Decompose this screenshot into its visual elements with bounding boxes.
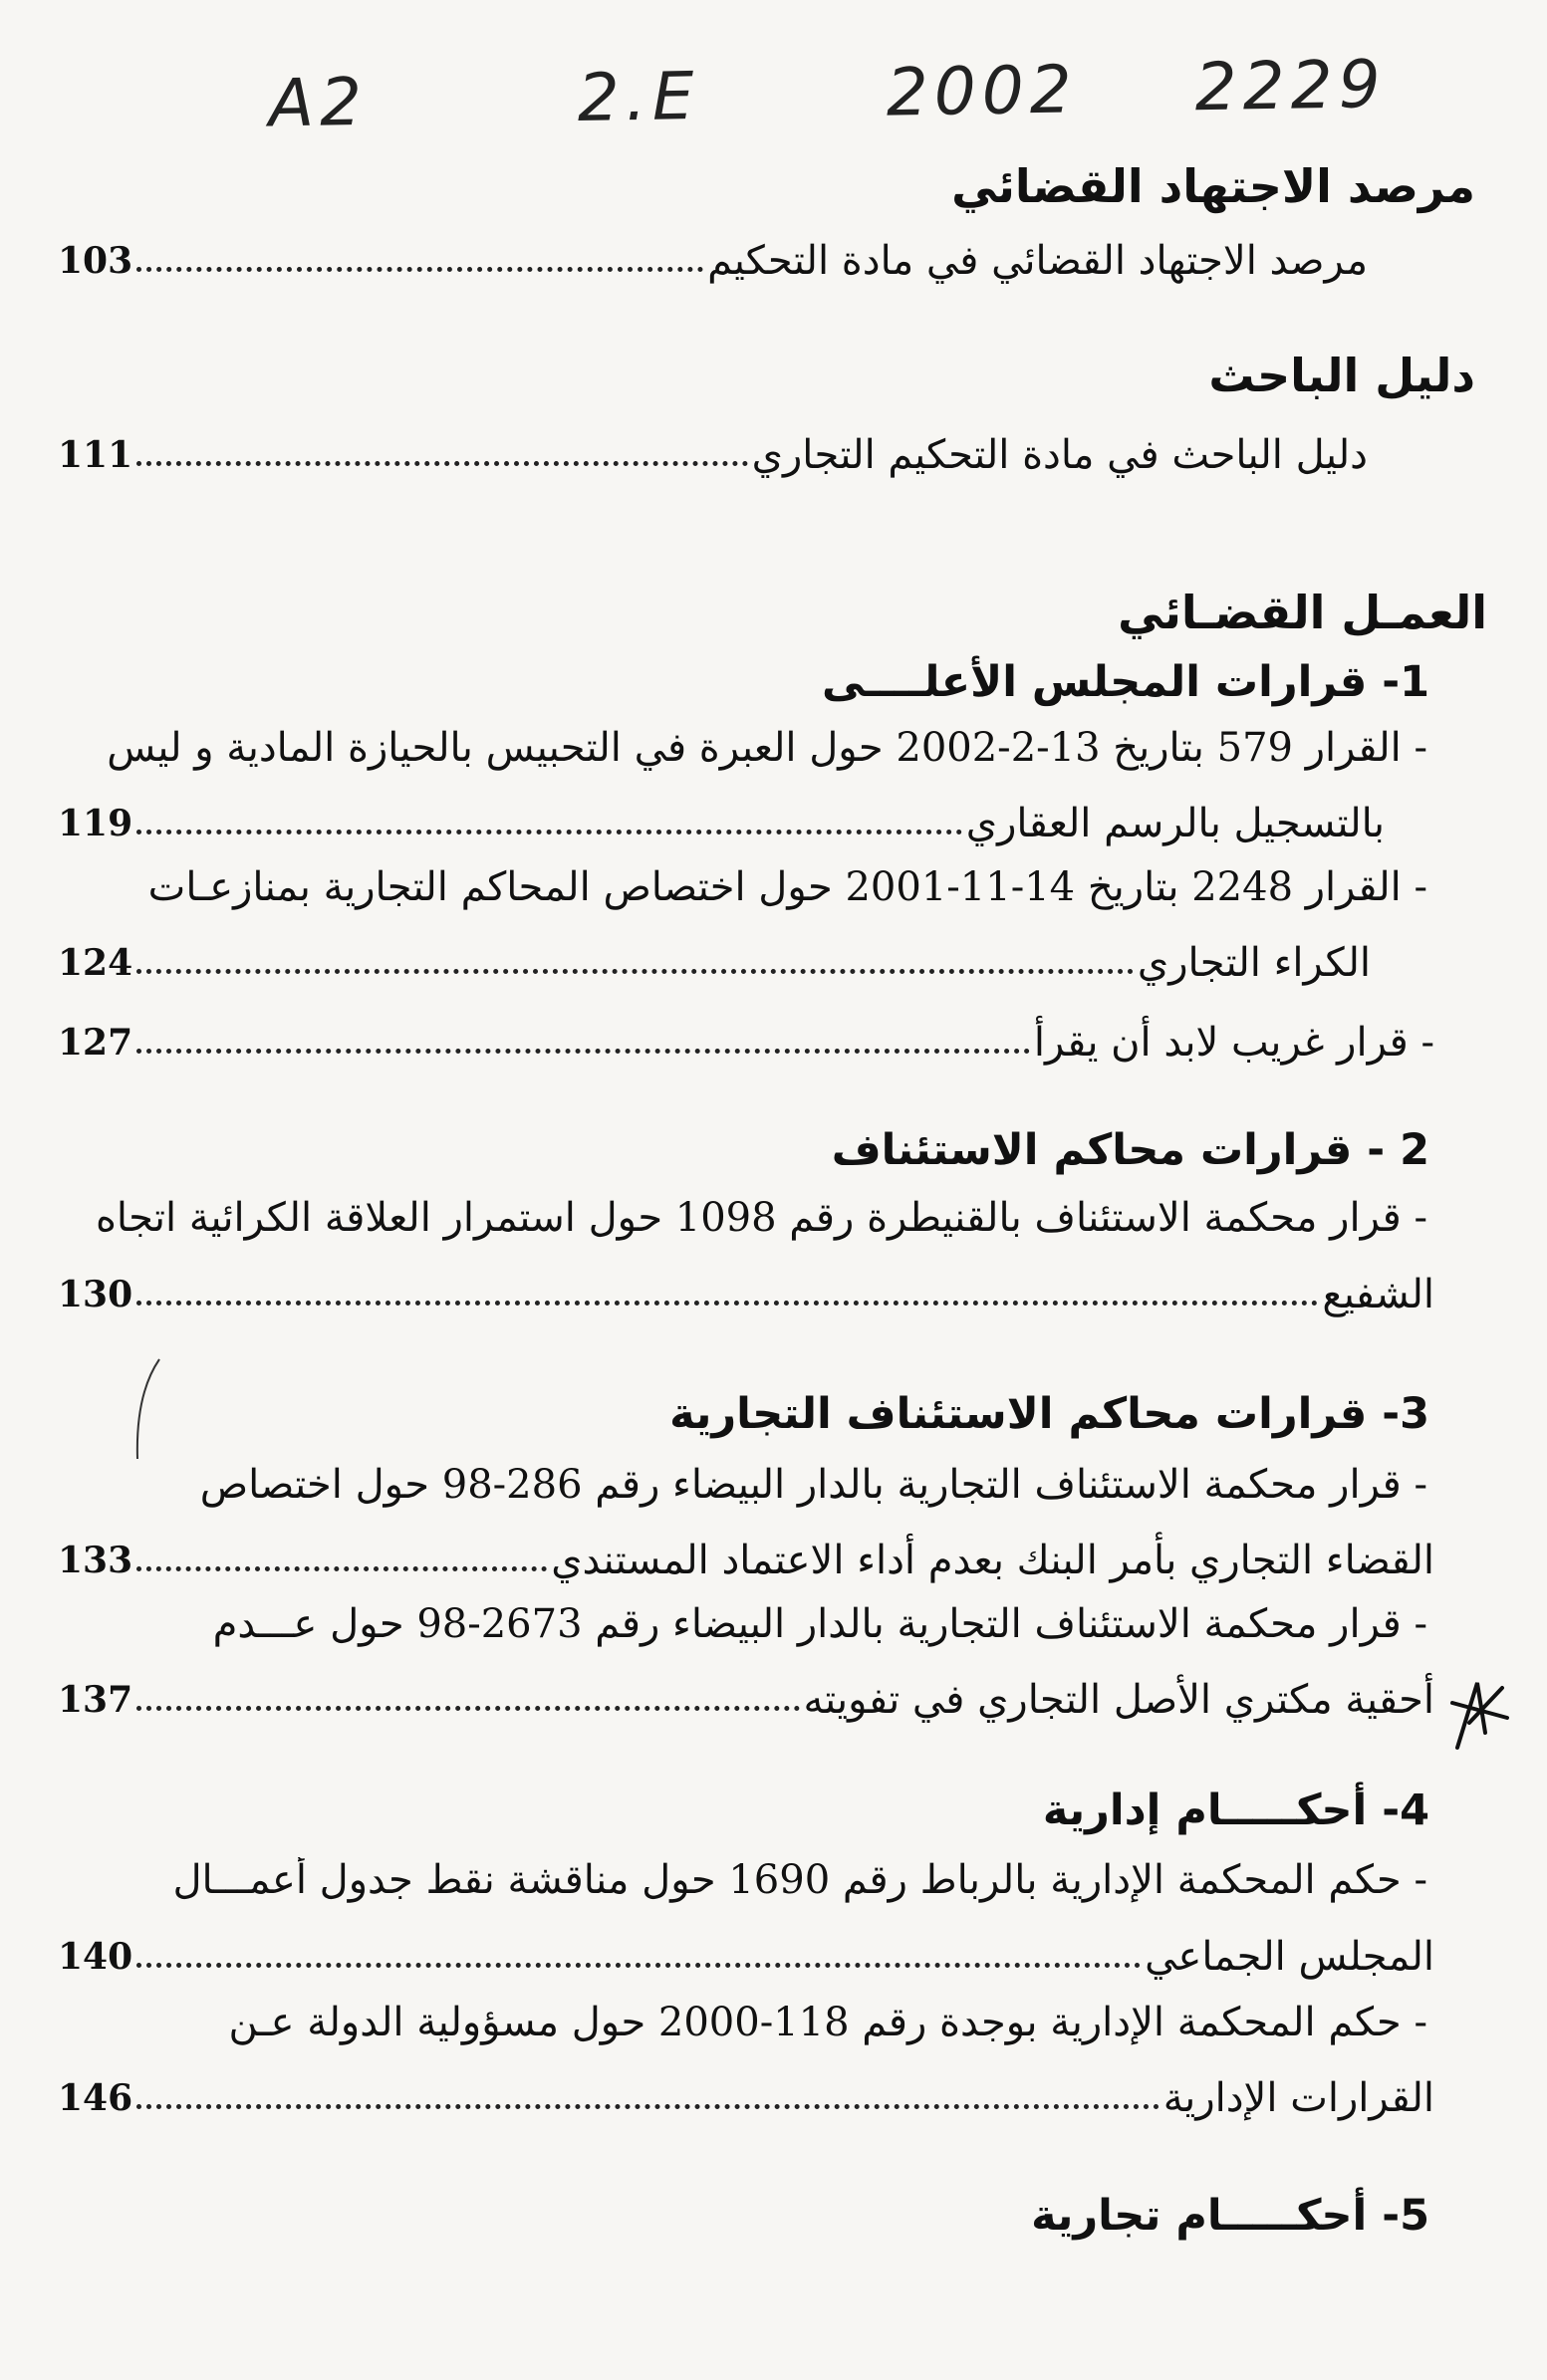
section-heading-observatory: مرصد الاجتهاد القضائي <box>951 159 1475 213</box>
entry-title: الكراء التجاري <box>1137 940 1371 986</box>
entry-line: - حكم المحكمة الإدارية بالرباط رقم 1690 حول مناقشة نقط جدول أعمـــال <box>172 1857 1427 1903</box>
section-heading-researcher-guide: دليل الباحث <box>1208 349 1475 402</box>
toc-entry-administrative-2[interactable] <box>58 2061 1434 2121</box>
margin-star-mark <box>1447 1673 1517 1753</box>
subsection-heading-appeal-courts: 2 - قرارات محاكم الاستئناف <box>831 1125 1429 1175</box>
handwritten-part4: 2229 <box>1193 45 1388 126</box>
entry-line: - القرار 579 بتاريخ 13-2-2002 حول العبرة في التحبيس بالحيازة المادية و ليس <box>107 725 1427 771</box>
page-number: 146 <box>58 2077 133 2119</box>
handwritten-part2: 2.E <box>577 57 701 137</box>
handwritten-annotation <box>268 45 1465 175</box>
entry-title: بالتسجيل بالرسم العقاري <box>965 801 1385 846</box>
entry-title: أحقية مكتري الأصل التجاري في تفويته <box>803 1677 1434 1723</box>
leader-dots <box>136 267 703 272</box>
entry-title: القرارات الإدارية <box>1162 2075 1434 2121</box>
leader-dots <box>136 1566 547 1571</box>
entry-line: - قرار محكمة الاستئناف التجارية بالدار البيضاء رقم 2673-98 حول عـــدم <box>212 1601 1427 1647</box>
entry-line: - حكم المحكمة الإدارية بوجدة رقم 118-2000 حول مسؤولية الدولة عـن <box>228 2000 1427 2045</box>
toc-entry-administrative-1[interactable] <box>58 1920 1434 1980</box>
handwritten-part1: A2 <box>268 63 369 142</box>
toc-entry-commercial-appeal-2[interactable] <box>58 1663 1434 1723</box>
page-number: 103 <box>58 240 133 282</box>
page-number: 137 <box>58 1679 133 1721</box>
page-number: 130 <box>58 1274 133 1315</box>
page-number: 133 <box>58 1540 133 1581</box>
section-heading-judicial-work: العمـل القضـائي <box>1118 586 1487 639</box>
subsection-heading-commercial-appeal-courts: 3- قرارات محاكم الاستئناف التجارية <box>669 1389 1429 1439</box>
entry-title: مرصد الاجتهاد القضائي في مادة التحكيم <box>707 238 1368 284</box>
entry-line: - قرار محكمة الاستئناف التجارية بالدار البيضاء رقم 286-98 حول اختصاص <box>199 1462 1427 1508</box>
page-number: 119 <box>58 803 133 844</box>
handwritten-part3: 2002 <box>886 51 1079 131</box>
leader-dots <box>136 1049 1030 1054</box>
page-number: 124 <box>58 942 133 984</box>
entry-title: الشفيع <box>1322 1272 1434 1317</box>
toc-entry-commercial-appeal-1[interactable] <box>58 1524 1434 1583</box>
entry-title: دليل الباحث في مادة التحكيم التجاري <box>751 432 1368 478</box>
entry-title: - قرار غريب لابد أن يقرأ <box>1033 1020 1434 1066</box>
subsection-heading-commercial-rulings: 5- أحكـــــام تجارية <box>1031 2191 1429 2241</box>
toc-entry-researcher-guide[interactable] <box>58 418 1368 478</box>
leader-dots <box>136 1301 1318 1306</box>
leader-dots <box>136 830 962 834</box>
leader-dots <box>136 969 1134 974</box>
leader-dots <box>136 1706 799 1711</box>
toc-entry-supreme-3[interactable] <box>58 1006 1434 1066</box>
toc-entry-supreme-1[interactable] <box>58 787 1385 846</box>
subsection-heading-administrative-rulings: 4- أحكـــــام إدارية <box>1042 1785 1429 1835</box>
entry-line: - القرار 2248 بتاريخ 14-11-2001 حول اختصاص المحاكم التجارية بمنازعـات <box>147 864 1427 910</box>
toc-entry-observatory[interactable] <box>58 224 1368 284</box>
subsection-heading-supreme-council: 1- قرارات المجلس الأعلــــى <box>821 657 1429 707</box>
entry-line: - قرار محكمة الاستئناف بالقنيطرة رقم 1098 حول استمرار العلاقة الكرائية اتجاه <box>95 1195 1427 1241</box>
page-number: 140 <box>58 1936 133 1978</box>
entry-title: القضاء التجاري بأمر البنك بعدم أداء الاعتماد المستندي <box>551 1538 1434 1583</box>
leader-dots <box>136 2104 1160 2109</box>
toc-entry-supreme-2[interactable] <box>58 926 1371 986</box>
toc-entry-appeal-1[interactable] <box>58 1258 1434 1317</box>
leader-dots <box>136 1963 1141 1968</box>
leader-dots <box>136 461 748 466</box>
page-number: 127 <box>58 1022 133 1064</box>
stray-pen-mark <box>128 1354 167 1464</box>
page-number: 111 <box>58 434 133 476</box>
entry-title: المجلس الجماعي <box>1145 1934 1434 1980</box>
